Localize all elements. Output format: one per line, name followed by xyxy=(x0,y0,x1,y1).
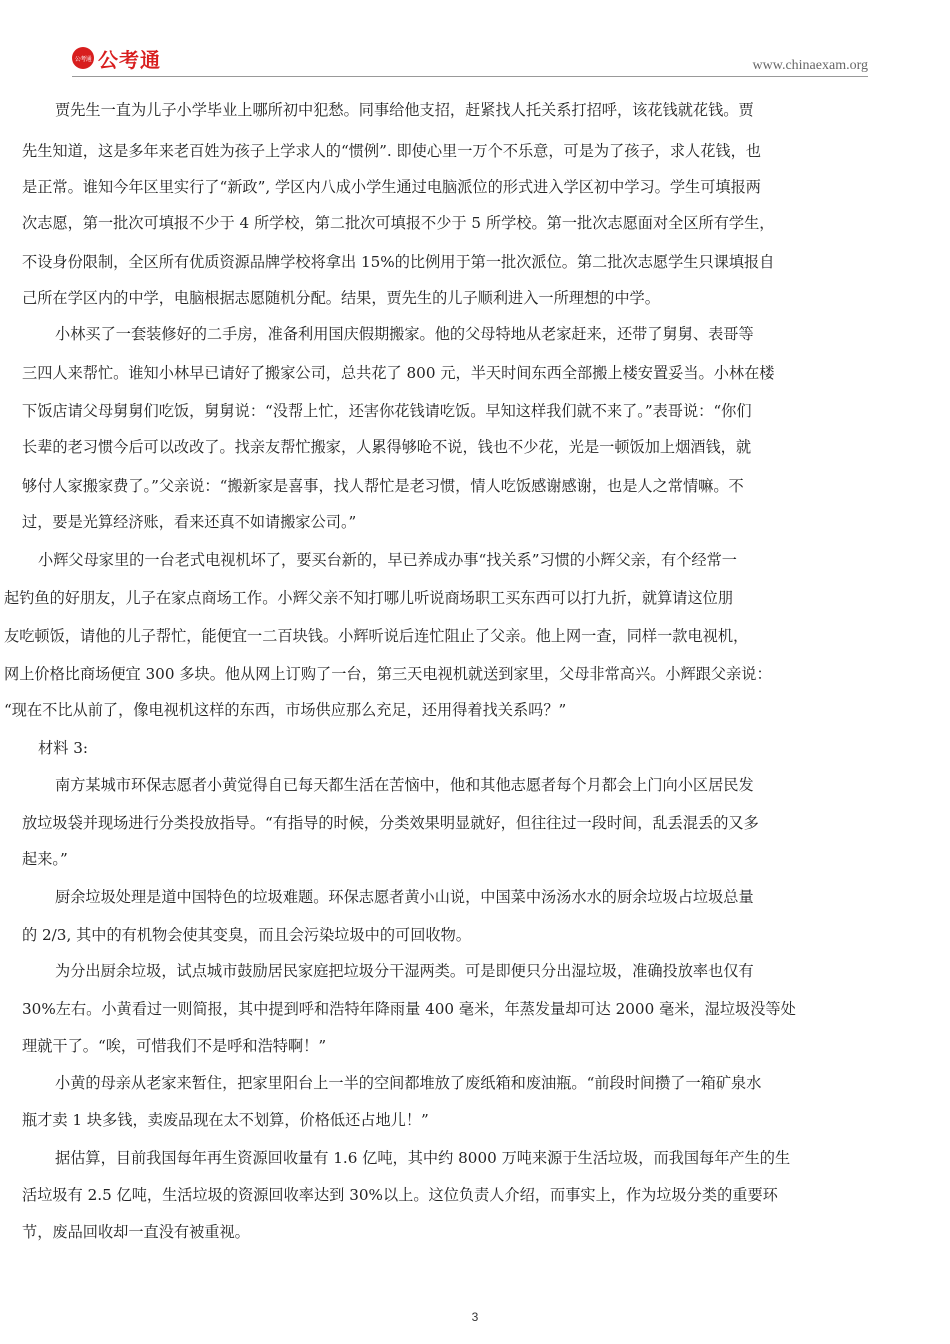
section-heading: 材料 3: xyxy=(38,739,88,757)
text-line: 厨余垃圾处理是道中国特色的垃圾难题。环保志愿者黄小山说，中国菜中汤汤水水的厨余垃圾占垃圾总量 xyxy=(55,888,754,906)
logo-text: 公考通 xyxy=(98,47,161,72)
text-line: 过，要是光算经济账，看来还真不如请搬家公司。” xyxy=(22,513,357,531)
text-line: 不设身份限制，全区所有优质资源品牌学校将拿出 15%的比例用于第一批次派位。第二批次志愿学生只课填报自 xyxy=(22,253,775,271)
header-divider xyxy=(72,76,868,77)
text-line: 放垃圾袋并现场进行分类投放指导。“有指导的时候，分类效果明显就好，但往往过一段时间，乱丢混丢的又多 xyxy=(22,814,759,832)
text-line: 活垃圾有 2.5 亿吨，生活垃圾的资源回收率达到 30%以上。这位负责人介绍，而事实上，作为垃圾分类的重要环 xyxy=(22,1186,778,1204)
text-line: 是正常。谁知今年区里实行了“新政”, 学区内八成小学生通过电脑派位的形式进入学区初中学习。学生可填报两 xyxy=(22,178,761,196)
text-line: 为分出厨余垃圾，试点城市鼓励居民家庭把垃圾分干湿两类。可是即便只分出湿垃圾，准确投放率也仅有 xyxy=(55,962,754,980)
text-line: “现在不比从前了，像电视机这样的东西，市场供应那么充足，还用得着找关系吗？” xyxy=(4,701,567,719)
text-line: 次志愿，第一批次可填报不少于 4 所学校，第二批次可填报不少于 5 所学校。第一批次志愿面对全区所有学生， xyxy=(22,214,775,232)
text-line: 贾先生一直为儿子小学毕业上哪所初中犯愁。同事给他支招，赶紧找人托关系打招呼，该花钱就花钱。贾 xyxy=(55,101,754,119)
text-line: 三四人来帮忙。谁知小林早已请好了搬家公司，总共花了 800 元，半天时间东西全部搬上楼安置妥当。小林在楼 xyxy=(22,364,775,382)
text-line: 30%左右。小黄看过一则简报，其中提到呼和浩特年降雨量 400 毫米，年蒸发量却可达 2000 毫米，湿垃圾没等处 xyxy=(22,1000,796,1018)
text-line: 理就干了。“唉，可惜我们不是呼和浩特啊！” xyxy=(22,1037,327,1055)
text-line: 小林买了一套装修好的二手房，准备利用国庆假期搬家。他的父母特地从老家赶来，还带了舅舅、表哥等 xyxy=(55,325,754,343)
text-line: 下饭店请父母舅舅们吃饭，舅舅说：“没帮上忙，还害你花钱请吃饭。早知这样我们就不来了。”表哥说：“你们 xyxy=(22,402,752,420)
text-line: 够付人家搬家费了。”父亲说：“搬新家是喜事，找人帮忙是老习惯，情人吃饭感谢感谢，也是人之常情嘛。不 xyxy=(22,477,744,495)
text-line: 瓶才卖 1 块多钱，卖废品现在太不划算，价格低还占地儿！” xyxy=(22,1111,429,1129)
text-line: 南方某城市环保志愿者小黄觉得自已每天都生活在苦恼中，他和其他志愿者每个月都会上门向小区居民发 xyxy=(55,776,754,794)
text-line: 小黄的母亲从老家来暂住，把家里阳台上一半的空间都堆放了废纸箱和废油瓶。“前段时间攒了一箱矿泉水 xyxy=(55,1074,762,1092)
text-line: 的 2/3, 其中的有机物会使其变臭，而且会污染垃圾中的可回收物。 xyxy=(22,926,471,944)
text-line: 先生知道，这是多年来老百姓为孩子上学求人的“惯例”. 即使心里一万个不乐意，可是为了孩子，求人花钱，也 xyxy=(22,142,761,160)
site-logo[interactable] xyxy=(72,44,161,72)
text-line: 节，废品回收却一直没有被重视。 xyxy=(22,1223,250,1241)
text-line: 己所在学区内的中学，电脑根据志愿随机分配。结果，贾先生的儿子顺利进入一所理想的中学。 xyxy=(22,289,660,307)
page-header xyxy=(0,0,950,80)
logo-badge-icon: 公考通 xyxy=(72,47,94,69)
text-line: 据估算，目前我国每年再生资源回收量有 1.6 亿吨，其中约 8000 万吨来源于生活垃圾，而我国每年产生的生 xyxy=(55,1149,791,1167)
text-line: 网上价格比商场便宜 300 多块。他从网上订购了一台，第三天电视机就送到家里，父母非常高兴。小辉跟父亲说： xyxy=(4,665,772,683)
text-line: 长辈的老习惯今后可以改改了。找亲友帮忙搬家，人累得够呛不说，钱也不少花，光是一顿饭加上烟酒钱，就 xyxy=(22,438,751,456)
site-url: www.chinaexam.org xyxy=(752,58,868,73)
text-line: 起钓鱼的好朋友，儿子在家点商场工作。小辉父亲不知打哪儿听说商场职工买东西可以打九折，就算请这位朋 xyxy=(4,589,733,607)
page-number: 3 xyxy=(471,1310,479,1324)
text-line: 友吃顿饭，请他的儿子帮忙，能便宜一二百块钱。小辉听说后连忙阻止了父亲。他上网一查，同样一款电视机， xyxy=(4,627,749,645)
text-line: 起来。” xyxy=(22,850,68,868)
text-line: 小辉父母家里的一台老式电视机坏了，要买台新的，早已养成办事“找关系”习惯的小辉父亲，有个经常一 xyxy=(38,551,737,569)
